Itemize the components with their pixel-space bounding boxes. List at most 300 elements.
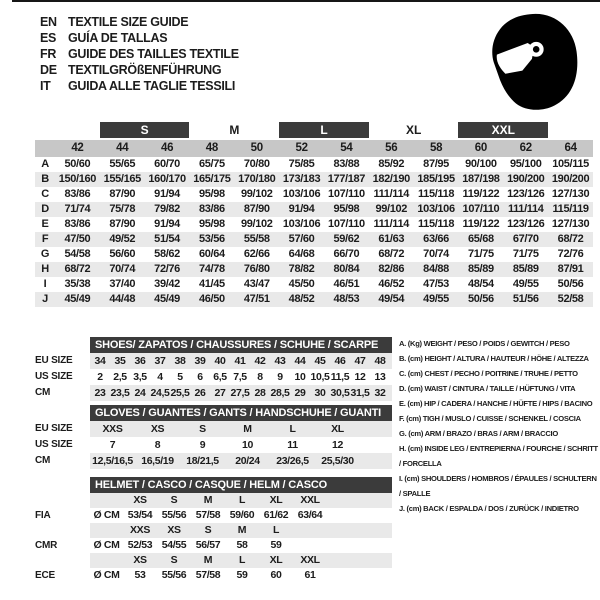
size-value-cell: 49/54 <box>369 292 414 307</box>
gloves-value-cell: XXS <box>90 421 135 437</box>
shoes-value-cell: 24,5 <box>150 387 170 399</box>
gloves-value-cell: 16,5/19 <box>135 453 180 469</box>
helmet-value-cell: 56/57 <box>195 539 221 551</box>
measure-key: F <box>35 232 55 247</box>
numeric-size-header: 64 <box>548 140 593 157</box>
legend-item: G. (cm) ARM / BRAZO / BRAS / ARM / BRACCIO <box>399 429 558 438</box>
size-value-cell: 115/118 <box>418 218 455 230</box>
gloves-value-cell: 7 <box>109 439 116 451</box>
legend-item: F. (cm) TIGH / MUSLO / CUISSE / SCHENKEL / COSCIA <box>399 414 581 423</box>
size-value-cell: 49/55 <box>512 278 539 290</box>
size-value-cell: 44/48 <box>100 292 145 307</box>
numeric-size-header: 58 <box>414 140 459 157</box>
shoes-value-cell: 27,5 <box>230 387 250 399</box>
size-value-cell: 37/40 <box>109 278 136 290</box>
size-value-cell: 185/195 <box>414 172 459 187</box>
shoes-value-cell: 10 <box>294 371 306 383</box>
shoes-value-cell: 42 <box>250 353 270 369</box>
helmet-value-cell: M <box>191 553 225 568</box>
helmet-row-label: CMR <box>35 538 90 553</box>
size-group-l: L <box>279 122 369 138</box>
shoes-value-cell: 25,5 <box>170 387 190 399</box>
size-value-cell: 48/53 <box>324 292 369 307</box>
size-value-cell: 50/60 <box>64 158 91 170</box>
size-value-cell: 79/82 <box>145 202 190 217</box>
legend-item: H. (cm) INSIDE LEG / ENTREPIERNA / FOURCHE / SCHRITT / FORCELLA <box>399 444 598 468</box>
size-value-cell: 78/82 <box>279 262 324 277</box>
size-value-cell: 173/183 <box>279 172 324 187</box>
size-value-cell: 50/56 <box>557 278 584 290</box>
helmet-value-cell: S <box>157 493 191 508</box>
shoes-value-cell: 6,5 <box>213 371 227 383</box>
size-value-cell: 115/118 <box>418 188 455 200</box>
measure-key: D <box>35 202 55 217</box>
helmet-value-cell: 59/60 <box>229 509 255 521</box>
shoes-value-cell: 2,5 <box>113 371 127 383</box>
language-title: TEXTILE SIZE GUIDE <box>68 15 189 29</box>
language-code: EN <box>40 15 57 29</box>
size-value-cell: 123/126 <box>507 188 545 200</box>
size-value-cell: 83/86 <box>64 218 91 230</box>
helmet-value-cell: 52/53 <box>127 539 153 551</box>
shoes-row-label: US SIZE <box>35 369 90 385</box>
shoes-value-cell: 30 <box>310 385 330 401</box>
shoes-value-cell: 5 <box>177 371 183 383</box>
helmet-value-cell: M <box>191 493 225 508</box>
gloves-table <box>35 405 392 469</box>
size-value-cell: 127/130 <box>551 218 590 230</box>
size-value-cell: 85/89 <box>458 262 503 277</box>
gloves-value-cell: 12,5/16,5 <box>90 453 135 469</box>
unit-cell <box>90 493 123 508</box>
language-code: FR <box>40 47 57 61</box>
shoes-value-cell: 47 <box>350 353 370 369</box>
helmet-value-cell <box>293 538 327 553</box>
shoes-value-cell: 28 <box>250 385 270 401</box>
size-value-cell: 41/45 <box>199 278 225 290</box>
gloves-value-cell: S <box>180 421 225 437</box>
size-value-cell: 75/85 <box>288 158 315 170</box>
size-value-cell: 87/90 <box>109 218 136 230</box>
helmet-value-cell: 57/58 <box>195 569 221 581</box>
language-title: GUÍA DE TALLAS <box>68 31 168 45</box>
helmet-value-cell: 53/54 <box>127 509 153 521</box>
language-code: IT <box>40 79 51 93</box>
legend-item: E. (cm) HIP / CADERA / HANCHE / HÜFTE / HIPS / BACINO <box>399 399 593 408</box>
shoes-value-cell: 29 <box>290 385 310 401</box>
legend-item: D. (cm) WAIST / CINTURA / TAILLE / HÜFTUNG / VITA <box>399 384 576 393</box>
size-value-cell: 45/49 <box>55 292 100 307</box>
helmet-value-cell: 61 <box>304 569 316 581</box>
size-value-cell: 45/49 <box>145 292 190 307</box>
gloves-row-label: US SIZE <box>35 437 90 453</box>
language-code: DE <box>40 63 57 77</box>
size-value-cell: 67/70 <box>503 232 548 247</box>
helmet-value-cell: M <box>225 523 259 538</box>
helmet-value-cell: L <box>225 553 259 568</box>
size-value-cell: 99/102 <box>240 218 273 230</box>
size-value-cell: 82/86 <box>369 262 414 277</box>
shoes-value-cell: 24 <box>130 385 150 401</box>
gloves-value-cell: 10 <box>242 439 253 451</box>
size-value-cell: 43/47 <box>243 278 270 290</box>
shoes-value-cell: 31,5 <box>350 387 370 399</box>
size-value-cell: 60/64 <box>199 248 225 260</box>
size-value-cell: 49/52 <box>100 232 145 247</box>
size-value-cell: 103/106 <box>282 188 321 200</box>
size-value-cell: 58/62 <box>154 248 180 260</box>
size-value-cell: 99/102 <box>240 188 273 200</box>
gloves-table-title: GLOVES / GUANTES / GANTS / HANDSCHUHE / GUANTI <box>90 405 392 421</box>
helmet-value-cell: 55/56 <box>161 509 187 521</box>
shoes-value-cell: 27 <box>210 385 230 401</box>
gloves-row-label: EU SIZE <box>35 421 90 437</box>
measure-key: A <box>41 158 49 170</box>
row-filler <box>390 385 392 401</box>
unit-cell <box>90 553 123 568</box>
row-filler <box>327 493 392 508</box>
size-value-cell: 150/160 <box>55 172 100 187</box>
gloves-value-cell: M <box>225 421 270 437</box>
numeric-size-header: 42 <box>55 140 100 157</box>
size-value-cell: 53/56 <box>189 232 234 247</box>
measure-key: H <box>35 262 55 277</box>
shoes-value-cell: 40 <box>210 353 230 369</box>
row-filler <box>360 437 392 453</box>
size-value-cell: 190/200 <box>548 172 593 187</box>
helmet-value-cell: 59 <box>236 569 248 581</box>
size-value-cell: 45/50 <box>288 278 315 290</box>
shoes-value-cell: 12 <box>354 371 366 383</box>
shoes-value-cell: 28,5 <box>270 387 290 399</box>
gloves-value-cell: XS <box>135 421 180 437</box>
language-title: GUIDE DES TAILLES TEXTILE <box>68 47 239 61</box>
size-value-cell: 87/95 <box>423 158 449 170</box>
shoes-row-label: EU SIZE <box>35 353 90 369</box>
row-filler <box>327 538 392 553</box>
size-group-s: S <box>100 122 190 138</box>
language-code: ES <box>40 31 57 45</box>
size-value-cell: 84/88 <box>414 262 459 277</box>
size-value-cell: 57/60 <box>279 232 324 247</box>
size-group-empty <box>35 122 100 138</box>
size-value-cell: 49/55 <box>414 292 459 307</box>
gloves-row-label: CM <box>35 453 90 469</box>
helmet-value-cell: XXS <box>123 523 157 538</box>
gloves-value-cell: 18/21,5 <box>180 453 225 469</box>
helmet-value-cell: L <box>259 523 293 538</box>
table-header-spacer <box>35 477 90 492</box>
size-value-cell: 72/76 <box>557 248 584 260</box>
helmet-row-label: FIA <box>35 508 90 523</box>
size-value-cell: 64/68 <box>288 248 315 260</box>
measurement-legend <box>399 336 599 516</box>
measure-key: C <box>41 188 49 200</box>
unit-cell: Ø CM <box>93 539 120 551</box>
helmet-value-cell: XS <box>123 553 157 568</box>
language-row <box>40 78 239 94</box>
size-value-cell: 70/74 <box>423 248 449 260</box>
helmet-value-cell: 59 <box>270 539 282 551</box>
size-value-cell: 47/51 <box>234 292 279 307</box>
size-value-cell: 160/170 <box>145 172 190 187</box>
size-value-cell: 56/60 <box>109 248 136 260</box>
helmet-value-cell: 61/62 <box>263 509 289 521</box>
language-row <box>40 30 239 46</box>
helmet-value-cell: S <box>157 553 191 568</box>
gloves-value-cell: 11 <box>287 439 298 451</box>
helmet-value-cell: 54/55 <box>161 539 187 551</box>
size-value-cell: 95/98 <box>324 202 369 217</box>
shoes-value-cell: 46 <box>330 353 350 369</box>
size-value-cell: 87/90 <box>109 188 136 200</box>
shoes-value-cell: 3,5 <box>133 371 147 383</box>
shoes-value-cell: 10,5 <box>310 371 330 383</box>
size-value-cell: 51/54 <box>145 232 190 247</box>
size-value-cell: 127/130 <box>551 188 590 200</box>
shoes-value-cell: 34 <box>90 353 110 369</box>
numeric-size-header: 46 <box>145 140 190 157</box>
size-value-cell: 39/42 <box>154 278 180 290</box>
size-value-cell: 62/66 <box>243 248 270 260</box>
size-value-cell: 83/86 <box>189 202 234 217</box>
gloves-value-cell: XL <box>315 421 360 437</box>
size-value-cell: 95/98 <box>199 188 225 200</box>
table-header-spacer <box>35 337 90 353</box>
shoes-value-cell: 44 <box>290 353 310 369</box>
helmet-value-cell: S <box>191 523 225 538</box>
helmet-value-cell: XS <box>123 493 157 508</box>
numeric-size-header: 60 <box>458 140 503 157</box>
gloves-value-cell: 9 <box>199 439 206 451</box>
row-filler <box>360 421 392 437</box>
size-value-cell: 46/51 <box>333 278 360 290</box>
size-value-cell: 51/56 <box>503 292 548 307</box>
size-value-cell: 68/72 <box>55 262 100 277</box>
legend-item: C. (cm) CHEST / PECHO / POITRINE / TRUHE / PETTO <box>399 369 578 378</box>
size-value-cell: 111/114 <box>503 202 548 217</box>
numeric-size-header: 50 <box>234 140 279 157</box>
size-value-cell: 55/65 <box>109 158 136 170</box>
size-value-cell: 60/70 <box>154 158 180 170</box>
helmet-row-label <box>35 493 90 508</box>
size-value-cell: 90/100 <box>465 158 497 170</box>
helmet-table-title: HELMET / CASCO / CASQUE / HELM / CASCO <box>90 477 392 493</box>
size-value-cell: 47/53 <box>423 278 449 290</box>
helmet-value-cell: XL <box>259 553 293 568</box>
legend-item: J. (cm) BACK / ESPALDA / DOS / ZURÜCK / INDIETRO <box>399 504 579 513</box>
helmet-table <box>35 477 392 583</box>
size-value-cell: 85/89 <box>503 262 548 277</box>
size-value-cell: 71/75 <box>468 248 494 260</box>
gloves-value-cell: 23/26,5 <box>270 453 315 469</box>
size-group-empty <box>548 122 593 138</box>
size-group-xl: XL <box>405 123 422 137</box>
shoes-table-title: SHOES/ ZAPATOS / CHAUSSURES / SCHUHE / SCARPE <box>90 337 392 353</box>
shoes-value-cell: 43 <box>270 353 290 369</box>
size-value-cell: 91/94 <box>279 202 324 217</box>
corner-cell <box>35 140 55 157</box>
shoes-table <box>35 337 392 401</box>
size-value-cell: 123/126 <box>507 218 545 230</box>
shoes-row-label: CM <box>35 385 90 401</box>
helmet-value-cell <box>293 523 327 538</box>
helmet-value-cell: L <box>225 493 259 508</box>
size-value-cell: 66/70 <box>333 248 360 260</box>
shoes-value-cell: 41 <box>230 353 250 369</box>
shoes-value-cell: 38 <box>170 353 190 369</box>
language-header <box>40 14 239 94</box>
size-value-cell: 61/63 <box>369 232 414 247</box>
helmet-value-cell: 60 <box>270 569 282 581</box>
shoes-value-cell: 48 <box>370 353 390 369</box>
size-value-cell: 48/54 <box>468 278 494 290</box>
unit-cell: Ø CM <box>93 509 120 521</box>
size-value-cell: 91/94 <box>154 188 180 200</box>
size-value-cell: 65/68 <box>458 232 503 247</box>
size-value-cell: 105/115 <box>552 158 589 170</box>
row-filler <box>327 553 392 568</box>
size-value-cell: 48/52 <box>279 292 324 307</box>
size-value-cell: 87/90 <box>234 202 279 217</box>
size-value-cell: 85/92 <box>378 158 405 170</box>
shoes-value-cell: 11,5 <box>330 371 350 383</box>
language-row <box>40 62 239 78</box>
shoes-value-cell: 35 <box>110 353 130 369</box>
size-value-cell: 71/74 <box>55 202 100 217</box>
shoes-value-cell: 23,5 <box>110 387 130 399</box>
shoes-value-cell: 32 <box>370 385 390 401</box>
helmet-value-cell: XL <box>259 493 293 508</box>
helmet-row-label <box>35 523 90 538</box>
size-value-cell: 115/119 <box>548 202 593 217</box>
shoes-value-cell: 7,5 <box>233 371 247 383</box>
numeric-size-header: 44 <box>100 140 145 157</box>
size-value-cell: 68/72 <box>378 248 405 260</box>
size-value-cell: 91/94 <box>154 218 180 230</box>
size-value-cell: 103/106 <box>282 218 321 230</box>
language-row <box>40 46 239 62</box>
helmet-value-cell: XXL <box>293 493 327 508</box>
size-value-cell: 70/74 <box>100 262 145 277</box>
size-value-cell: 71/75 <box>512 248 539 260</box>
size-value-cell: 107/110 <box>328 188 365 200</box>
size-value-cell: 65/75 <box>199 158 225 170</box>
row-filler <box>360 453 392 469</box>
size-value-cell: 95/98 <box>199 218 225 230</box>
size-value-cell: 83/88 <box>333 158 360 170</box>
language-title: TEXTILGRÖßENFÜHRUNG <box>68 63 222 77</box>
helmet-value-cell: 58 <box>236 539 248 551</box>
language-row <box>40 14 239 30</box>
shoes-value-cell: 26 <box>190 385 210 401</box>
helmet-logo-icon <box>478 10 588 112</box>
size-value-cell: 46/52 <box>378 278 405 290</box>
size-value-cell: 111/114 <box>373 188 409 200</box>
size-value-cell: 52/58 <box>548 292 593 307</box>
size-value-cell: 83/86 <box>64 188 91 200</box>
helmet-value-cell: 55/56 <box>161 569 187 581</box>
size-value-cell: 165/175 <box>189 172 234 187</box>
measure-key: E <box>41 218 49 230</box>
size-value-cell: 119/122 <box>462 218 500 230</box>
language-title: GUIDA ALLE TAGLIE TESSILI <box>68 79 236 93</box>
size-value-cell: 75/78 <box>100 202 145 217</box>
shoes-value-cell: 9 <box>277 371 283 383</box>
gloves-value-cell: 12 <box>332 439 343 451</box>
measure-key: I <box>43 278 47 290</box>
top-border-line <box>12 0 600 2</box>
helmet-value-cell: XS <box>157 523 191 538</box>
legend-item: I. (cm) SHOULDERS / HOMBROS / ÉPAULES / SCHULTERN / SPALLE <box>399 474 597 498</box>
size-value-cell: 190/200 <box>503 172 548 187</box>
size-value-cell: 119/122 <box>462 188 500 200</box>
shoes-value-cell: 4 <box>157 371 163 383</box>
unit-cell: Ø CM <box>93 569 120 581</box>
gloves-value-cell: 20/24 <box>225 453 270 469</box>
size-group-m: M <box>229 123 240 137</box>
row-filler <box>390 369 392 385</box>
size-value-cell: 47/50 <box>55 232 100 247</box>
shoes-value-cell: 30,5 <box>330 387 350 399</box>
shoes-value-cell: 23 <box>90 385 110 401</box>
row-filler <box>327 508 392 523</box>
size-value-cell: 54/58 <box>64 248 91 260</box>
helmet-value-cell: XXL <box>293 553 327 568</box>
numeric-size-header: 54 <box>324 140 369 157</box>
size-value-cell: 87/91 <box>548 262 593 277</box>
unit-cell <box>90 523 123 538</box>
measure-key: G <box>40 248 50 260</box>
helmet-value-cell: 53 <box>134 569 146 581</box>
size-value-cell: 55/58 <box>234 232 279 247</box>
legend-item: B. (cm) HEIGHT / ALTURA / HAUTEUR / HÖHE / ALTEZZA <box>399 354 589 363</box>
size-value-cell: 107/110 <box>328 218 365 230</box>
shoes-value-cell: 13 <box>374 371 386 383</box>
helmet-value-cell: 57/58 <box>195 509 221 521</box>
size-value-cell: 59/62 <box>324 232 369 247</box>
size-value-cell: 107/110 <box>458 202 503 217</box>
shoes-value-cell: 8 <box>257 371 263 383</box>
size-value-cell: 50/56 <box>458 292 503 307</box>
shoes-value-cell: 39 <box>190 353 210 369</box>
table-header-spacer <box>35 405 90 421</box>
size-value-cell: 103/106 <box>414 202 459 217</box>
measure-key: B <box>35 172 55 187</box>
measure-key: J <box>35 292 55 307</box>
size-value-cell: 74/78 <box>189 262 234 277</box>
size-value-cell: 177/187 <box>324 172 369 187</box>
gloves-value-cell: 8 <box>154 439 161 451</box>
row-filler <box>327 568 392 583</box>
size-group-xxl: XXL <box>458 122 548 138</box>
racing-helmet-icon <box>478 10 588 112</box>
helmet-row-label: ECE <box>35 568 90 583</box>
size-value-cell: 76/80 <box>234 262 279 277</box>
size-value-cell: 99/102 <box>369 202 414 217</box>
legend-item: A. (Kg) WEIGHT / PESO / POIDS / GEWITCH / PESO <box>399 339 570 348</box>
size-value-cell: 68/72 <box>548 232 593 247</box>
numeric-size-header: 62 <box>503 140 548 157</box>
helmet-row-label <box>35 553 90 568</box>
shoes-value-cell: 2 <box>97 371 103 383</box>
textile-size-table <box>35 122 593 307</box>
size-value-cell: 72/76 <box>145 262 190 277</box>
row-filler <box>390 353 392 369</box>
shoes-value-cell: 37 <box>150 353 170 369</box>
size-value-cell: 95/100 <box>509 158 542 170</box>
numeric-size-header: 48 <box>189 140 234 157</box>
